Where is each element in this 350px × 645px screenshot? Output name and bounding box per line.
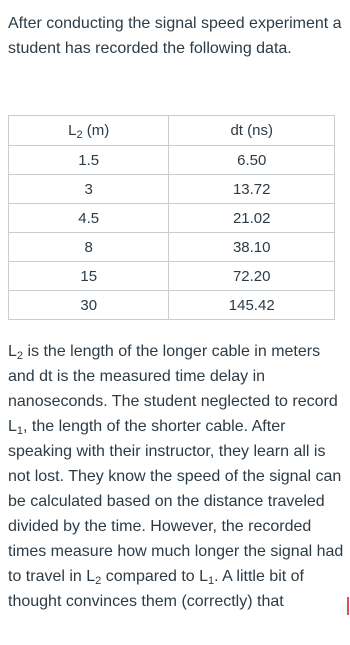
header-l2-subscript: 2 — [76, 129, 83, 141]
header-l2-base: L — [68, 122, 77, 139]
intro-paragraph — [8, 11, 344, 61]
header-dt-cell: dt (ns) — [169, 116, 335, 146]
header-l2-cell — [9, 116, 169, 146]
table-row — [9, 262, 335, 291]
dt-cell: 145.42 — [169, 291, 335, 320]
header-l2-unit: (m) — [82, 122, 110, 139]
subscript-1: 1 — [208, 575, 215, 587]
subscript-2: 2 — [95, 575, 102, 587]
l2-cell: 1.5 — [9, 146, 169, 175]
l2-cell: 3 — [9, 175, 169, 204]
body-text-part-3: compared to — [101, 568, 200, 585]
table-row — [9, 291, 335, 320]
intro-text: After conducting the signal speed experiment a student has recorded the following data. — [8, 15, 342, 57]
body-text-part-4: . A little bit of thought convinces them (correctly) that — [8, 568, 304, 610]
body-paragraph — [8, 339, 344, 614]
dt-cell: 38.10 — [169, 233, 335, 262]
dt-cell: 21.02 — [169, 204, 335, 233]
table-row — [9, 146, 335, 175]
l2-cell: 15 — [9, 262, 169, 291]
subscript-1: 1 — [16, 425, 24, 437]
dt-cell: 72.20 — [169, 262, 335, 291]
body-text-part-1: is the length of the longer cable in meters and dt is the measured time delay in nanoseconds. The student neglected to record — [8, 343, 338, 410]
subscript-2: 2 — [16, 350, 24, 362]
table-row — [9, 175, 335, 204]
var-l: L — [8, 418, 17, 435]
edge-marker — [347, 597, 349, 615]
l2-cell: 30 — [9, 291, 169, 320]
data-table — [8, 115, 335, 320]
table-row — [9, 233, 335, 262]
table-row — [9, 204, 335, 233]
var-l: L — [86, 568, 96, 585]
dt-cell: 13.72 — [169, 175, 335, 204]
dt-cell: 6.50 — [169, 146, 335, 175]
var-l: L — [8, 343, 17, 360]
l2-cell: 4.5 — [9, 204, 169, 233]
body-text-part-2: , the length of the shorter cable. After speaking with their instructor, they learn all is not lost. They know the speed of the signal can be calculated based on the distance traveled divided by the time. However, the recorded times measure how much longer the signal had to travel in — [8, 418, 344, 585]
var-l: L — [199, 568, 209, 585]
table-header-row — [9, 116, 335, 146]
l2-cell: 8 — [9, 233, 169, 262]
